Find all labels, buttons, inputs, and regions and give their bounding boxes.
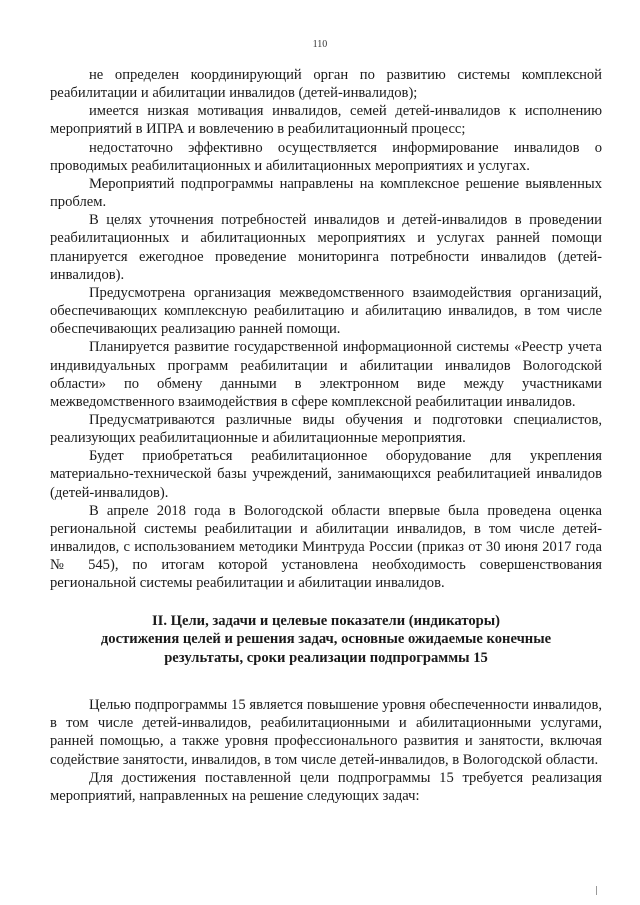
paragraph: Предусмотрена организация межведомственного взаимодействия организаций, обеспечивающих комплексную реабилитацию и абилитацию инвалидов, в том числе обеспечивающих реализацию ранней помощи. bbox=[50, 284, 602, 338]
section-heading-line: достижения целей и решения задач, основные ожидаемые конечные bbox=[100, 631, 552, 648]
paragraph: Для достижения поставленной цели подпрограммы 15 требуется реализация мероприятий, направленных на решение следующих задач: bbox=[50, 769, 602, 804]
paragraph: Целью подпрограммы 15 является повышение уровня обеспеченности инвалидов, в том числе детей-инвалидов, реабилитационными и абилитационными услугами, ранней помощью, а также уровня профессионального развития и занятости, включая содействие занятости, инвалидов, в том числе детей-инвалидов, в Вологодской области. bbox=[50, 697, 602, 768]
section-heading bbox=[50, 612, 602, 668]
paragraph: не определен координирующий орган по развитию системы комплексной реабилитации и абилитации инвалидов (детей-инвалидов); bbox=[50, 67, 602, 102]
paragraph: недостаточно эффективно осуществляется информирование инвалидов о проводимых реабилитационных и абилитационных мероприятиях и услугах. bbox=[50, 139, 602, 174]
page-number: 110 bbox=[312, 39, 328, 50]
paragraph: Планируется развитие государственной информационной системы «Реестр учета индивидуальных программ реабилитации и абилитации инвалидов Вологодской области» по обмену данными в электронном виде между участниками межведомственного взаимодействия в сфере комплексной реабилитации инвалидов. bbox=[50, 339, 602, 410]
section-heading-line: результаты, сроки реализации подпрограммы 15 bbox=[164, 649, 488, 666]
paragraph: В целях уточнения потребностей инвалидов и детей-инвалидов в проведении реабилитационных и абилитационных мероприятиях и услугах ранней помощи планируется ежегодное проведение мониторинга потребности инвалидов (детей-инвалидов). bbox=[50, 212, 602, 283]
document-body bbox=[50, 66, 602, 805]
paragraph: Предусматриваются различные виды обучения и подготовки специалистов, реализующих реабилитационные и абилитационные мероприятия. bbox=[50, 411, 602, 447]
paragraph: Будет приобретаться реабилитационное оборудование для укрепления материально-технической базы учреждений, занимающихся реабилитацией инвалидов (детей-инвалидов). bbox=[50, 448, 602, 501]
scan-mark bbox=[596, 886, 597, 895]
paragraph: В апреле 2018 года в Вологодской области впервые была проведена оценка региональной системы реабилитации и абилитации инвалидов, в том числе детей-инвалидов, с использованием методики Минтруда России (приказ от 30 июня 2017 года № 545), по итогам которой установлена необходимость совершенствования региональной системы реабилитации и абилитации инвалидов. bbox=[50, 502, 602, 592]
paragraph: Мероприятий подпрограммы направлены на комплексное решение выявленных проблем. bbox=[50, 175, 602, 211]
paragraph: имеется низкая мотивация инвалидов, семей детей-инвалидов к исполнению мероприятий в ИПРА и вовлечению в реабилитационный процесс; bbox=[50, 103, 602, 138]
section-heading-line: II. Цели, задачи и целевые показатели (индикаторы) bbox=[151, 612, 500, 629]
